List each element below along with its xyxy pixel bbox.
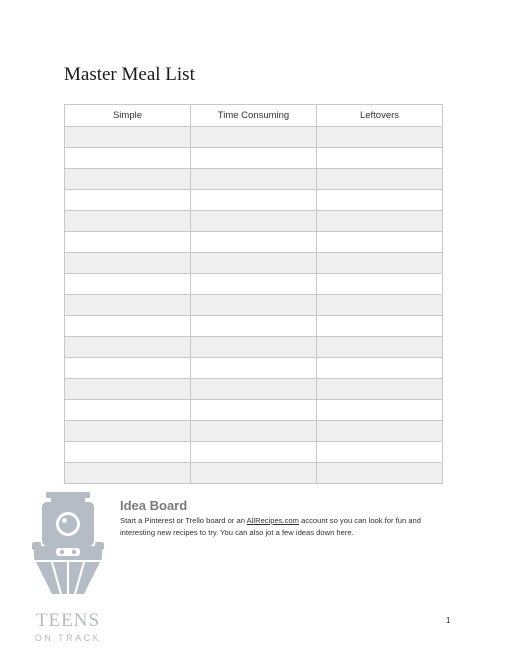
table-cell-time-consuming[interactable] bbox=[191, 337, 317, 358]
table-row bbox=[65, 169, 443, 190]
table-cell-simple[interactable] bbox=[65, 232, 191, 253]
table-cell-leftovers[interactable] bbox=[317, 358, 443, 379]
table-cell-time-consuming[interactable] bbox=[191, 463, 317, 484]
table-body bbox=[65, 127, 443, 484]
table-cell-time-consuming[interactable] bbox=[191, 253, 317, 274]
column-header-leftovers: Leftovers bbox=[317, 105, 443, 127]
table-cell-leftovers[interactable] bbox=[317, 379, 443, 400]
table-cell-leftovers[interactable] bbox=[317, 421, 443, 442]
table-cell-time-consuming[interactable] bbox=[191, 148, 317, 169]
table-row bbox=[65, 316, 443, 337]
table-cell-simple[interactable] bbox=[65, 274, 191, 295]
column-header-simple: Simple bbox=[65, 105, 191, 127]
page-title: Master Meal List bbox=[64, 64, 195, 85]
table-cell-leftovers[interactable] bbox=[317, 127, 443, 148]
table-cell-leftovers[interactable] bbox=[317, 400, 443, 421]
idea-board-description bbox=[120, 515, 450, 539]
table-row bbox=[65, 400, 443, 421]
table-cell-simple[interactable] bbox=[65, 295, 191, 316]
table-cell-simple[interactable] bbox=[65, 253, 191, 274]
table-cell-simple[interactable] bbox=[65, 463, 191, 484]
table-cell-time-consuming[interactable] bbox=[191, 421, 317, 442]
table-cell-simple[interactable] bbox=[65, 148, 191, 169]
table-cell-simple[interactable] bbox=[65, 211, 191, 232]
table-cell-simple[interactable] bbox=[65, 421, 191, 442]
teens-on-track-logo bbox=[28, 490, 108, 650]
page-number: 1 bbox=[446, 616, 451, 625]
table-cell-leftovers[interactable] bbox=[317, 442, 443, 463]
table-cell-leftovers[interactable] bbox=[317, 463, 443, 484]
table-cell-leftovers[interactable] bbox=[317, 211, 443, 232]
table-row bbox=[65, 379, 443, 400]
table-cell-leftovers[interactable] bbox=[317, 316, 443, 337]
idea-board-heading: Idea Board bbox=[120, 498, 188, 513]
table-cell-leftovers[interactable] bbox=[317, 190, 443, 211]
table-cell-time-consuming[interactable] bbox=[191, 211, 317, 232]
table-row bbox=[65, 211, 443, 232]
table-cell-time-consuming[interactable] bbox=[191, 316, 317, 337]
table-cell-time-consuming[interactable] bbox=[191, 379, 317, 400]
table-cell-time-consuming[interactable] bbox=[191, 358, 317, 379]
table-cell-simple[interactable] bbox=[65, 169, 191, 190]
table-cell-leftovers[interactable] bbox=[317, 169, 443, 190]
master-meal-table bbox=[64, 104, 443, 484]
table-row bbox=[65, 253, 443, 274]
table-row bbox=[65, 232, 443, 253]
table-cell-simple[interactable] bbox=[65, 316, 191, 337]
table-cell-time-consuming[interactable] bbox=[191, 127, 317, 148]
table-row bbox=[65, 442, 443, 463]
table-row bbox=[65, 337, 443, 358]
idea-text-end: account so you can look for fun and interesting new recipes to try. You can also jot a few ideas down here. bbox=[120, 516, 421, 537]
table-header-row bbox=[65, 105, 443, 127]
table-cell-simple[interactable] bbox=[65, 379, 191, 400]
table-cell-leftovers[interactable] bbox=[317, 232, 443, 253]
table-row bbox=[65, 295, 443, 316]
table-row bbox=[65, 463, 443, 484]
table-cell-simple[interactable] bbox=[65, 358, 191, 379]
logo-text-teens: TEENS bbox=[35, 610, 101, 631]
table-cell-leftovers[interactable] bbox=[317, 148, 443, 169]
table-row bbox=[65, 358, 443, 379]
table-cell-leftovers[interactable] bbox=[317, 337, 443, 358]
table-row bbox=[65, 190, 443, 211]
table-cell-time-consuming[interactable] bbox=[191, 442, 317, 463]
table-cell-leftovers[interactable] bbox=[317, 295, 443, 316]
table-cell-leftovers[interactable] bbox=[317, 274, 443, 295]
table-cell-time-consuming[interactable] bbox=[191, 274, 317, 295]
table-cell-time-consuming[interactable] bbox=[191, 169, 317, 190]
table-cell-time-consuming[interactable] bbox=[191, 295, 317, 316]
table-cell-simple[interactable] bbox=[65, 127, 191, 148]
idea-text-start: Start a Pinterest or Trello board or an bbox=[120, 516, 247, 525]
column-header-time-consuming: Time Consuming bbox=[191, 105, 317, 127]
table-cell-leftovers[interactable] bbox=[317, 253, 443, 274]
table-cell-simple[interactable] bbox=[65, 400, 191, 421]
table-cell-simple[interactable] bbox=[65, 190, 191, 211]
table-row bbox=[65, 127, 443, 148]
table-cell-simple[interactable] bbox=[65, 337, 191, 358]
table-row bbox=[65, 148, 443, 169]
table-row bbox=[65, 421, 443, 442]
table-cell-time-consuming[interactable] bbox=[191, 232, 317, 253]
table-cell-time-consuming[interactable] bbox=[191, 190, 317, 211]
table-cell-time-consuming[interactable] bbox=[191, 400, 317, 421]
table-row bbox=[65, 274, 443, 295]
allrecipes-link[interactable]: AllRecipes.com bbox=[246, 516, 299, 525]
table-cell-simple[interactable] bbox=[65, 442, 191, 463]
logo-text-on-track: ON TRACK bbox=[34, 633, 102, 643]
